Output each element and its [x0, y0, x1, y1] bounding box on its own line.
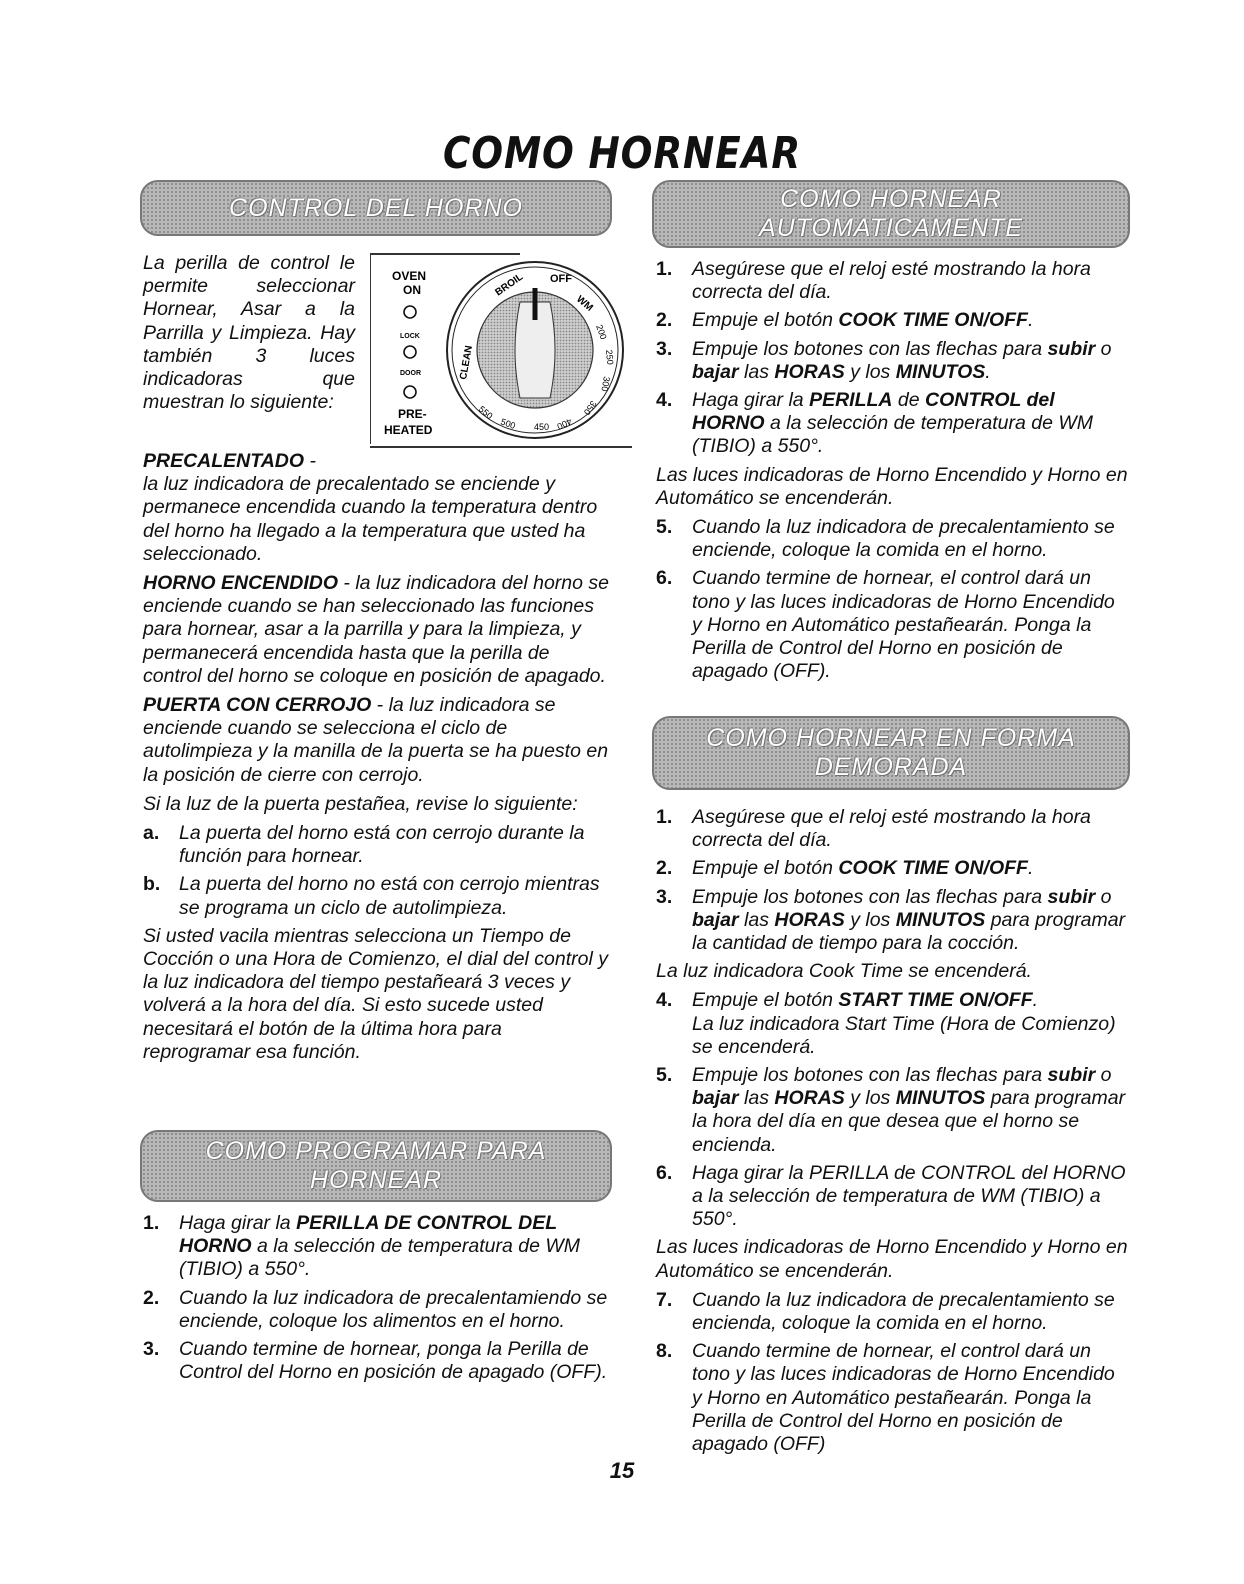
lock-light-icon: [404, 346, 416, 358]
banner-line: COMO HORNEAR EN FORMA: [706, 724, 1076, 752]
list-item: [656, 338, 1128, 384]
step-text-bold: HORAS: [774, 908, 845, 931]
step-number: 6.: [656, 567, 673, 590]
step-text-bold: subir: [1047, 1064, 1096, 1087]
step-text-part: .: [1027, 857, 1034, 880]
auto-steps: [656, 258, 1128, 459]
banner-line: CONTROL DEL HORNO: [229, 193, 523, 222]
step-number: 7.: [656, 1288, 673, 1311]
dial-ring-350: 350: [581, 398, 599, 417]
left-column-body: [143, 450, 609, 1070]
step-number: 1.: [143, 1212, 160, 1234]
step-number: 3.: [656, 337, 673, 360]
step-text-bold: bajar: [692, 908, 739, 931]
step-text-part: o: [1095, 885, 1112, 908]
step-text-part: o: [1095, 337, 1112, 360]
list-item: [143, 1287, 609, 1333]
auto-luces-paragraph: Las luces indicadoras de Horno Encendido y Horno en Automático se encenderán.: [656, 463, 1128, 509]
section-banner-control-del-horno: [140, 180, 612, 236]
step-text-part: Empuje el botón: [692, 989, 839, 1012]
step-text: Cuando termine de hornear, el control dará un tono y las luces indicadoras de Horno Encendido y Horno en Automático pestañearán. Ponga la Perilla de Control del Horno en posición de apagado (OFF).: [692, 567, 1115, 683]
precalentado-sep: -: [304, 450, 316, 472]
section-banner-demorada: [652, 716, 1130, 790]
step-number: 2.: [656, 309, 673, 332]
auto-steps-continued: [656, 516, 1128, 683]
step-text: Cuando la luz indicadora de precalentamiento se enciende, coloque la comida en el horno.: [692, 516, 1115, 562]
step-text: [692, 309, 1128, 332]
dial-label-oven: OVEN: [392, 269, 427, 283]
list-item: [656, 1064, 1128, 1157]
step-text-part: para programar la hora del día en que desea que el horno se encienda.: [692, 1087, 1126, 1156]
oven-on-light-icon: [404, 306, 416, 318]
step-text: [692, 989, 1128, 1059]
step-text: [692, 886, 1128, 956]
horno-encendido-label: HORNO ENCENDIDO: [143, 572, 339, 595]
step-text-bold: PERILLA DE CONTROL DEL HORNO: [179, 1212, 557, 1258]
banner-line: HORNEAR: [309, 1166, 442, 1194]
step-number: 3.: [656, 885, 673, 908]
banner-line: COMO PROGRAMAR PARA: [205, 1137, 547, 1165]
horno-encendido-paragraph: [143, 572, 609, 688]
step-text-part: Empuje los botones con las flechas para: [692, 337, 1048, 360]
item-text: La puerta del horno está con cerrojo durante la función para hornear.: [179, 822, 585, 868]
programar-list: [143, 1212, 609, 1384]
list-item: [656, 886, 1128, 956]
step-text: Haga girar la PERILLA de CONTROL del HORNO a la selección de temperatura de WM (TIBIO) a 550°.: [692, 1161, 1126, 1231]
section-banner-programar: [140, 1130, 612, 1202]
step-text-part: Haga girar la: [692, 389, 810, 412]
step-number: 4.: [656, 389, 673, 412]
dial-ring-wm: WM: [574, 293, 595, 314]
list-item: [143, 1338, 609, 1384]
dial-label-door: DOOR: [400, 370, 421, 377]
step-text-bold: START TIME ON/OFF: [838, 989, 1033, 1012]
precalentado-label: PRECALENTADO: [143, 450, 305, 472]
step-text-bold: CONTROL del HORNO: [692, 389, 1055, 435]
step-text: Asegúrese que el reloj esté mostrando la hora correcta del día.: [692, 806, 1091, 852]
programar-steps: [143, 1212, 609, 1389]
step-number: 5.: [656, 516, 673, 539]
list-item: [656, 258, 1128, 304]
step-text-bold: COOK TIME ON/OFF: [838, 857, 1028, 880]
puerta-cerrojo-paragraph: [143, 694, 609, 787]
step-text: Cuando la luz indicadora de precalentamiendo se enciende, coloque los alimentos en el horno.: [179, 1286, 608, 1332]
step-text-part: .: [985, 360, 991, 383]
demorada-steps-continued: [656, 989, 1128, 1231]
banner-line: AUTOMATICAMENTE: [758, 214, 1024, 242]
list-item: [143, 1212, 609, 1282]
demorada-steps-final: [656, 1289, 1128, 1456]
dial-ring-300: 300: [599, 375, 612, 393]
section-banner-automaticamente: [652, 180, 1130, 248]
step-text-part: y los: [844, 360, 896, 383]
step-text: Asegúrese que el reloj esté mostrando la hora correcta del día.: [692, 258, 1091, 304]
right-column-demorada: [656, 806, 1128, 1461]
intro-text: [143, 252, 355, 414]
precalentado-text: la luz indicadora de precalentado se enciende y permanece encendida cuando la temperatura dentro del horno ha llegado a la temperatura que usted ha seleccionado.: [143, 473, 598, 565]
list-item: [656, 1340, 1128, 1456]
step-text-part: a la selección de temperatura de WM (TIBIO) a 550°.: [692, 412, 1093, 458]
precalentado-paragraph: [143, 450, 609, 566]
dial-divider: [370, 446, 632, 448]
list-item: [656, 857, 1128, 880]
cook-time-paragraph: La luz indicadora Cook Time se encenderá.: [656, 960, 1032, 983]
intro-paragraph: La perilla de control le permite seleccionar Hornear, Asar a la Parrilla y Limpieza. Hay también 3 luces indicadoras que muestran lo siguiente:: [143, 252, 355, 414]
banner-line: DEMORADA: [814, 753, 968, 781]
list-item: [656, 989, 1128, 1059]
door-check-list: [143, 822, 609, 920]
step-number: 8.: [656, 1340, 673, 1363]
dial-label-lock: LOCK: [400, 333, 420, 340]
item-letter: b.: [143, 873, 161, 896]
step-number: 3.: [143, 1338, 160, 1361]
step-number: 6.: [656, 1161, 673, 1184]
step-text-part: y los: [844, 1087, 896, 1110]
step-text-bold: bajar: [692, 1087, 739, 1110]
step-text-part: Empuje el botón: [692, 857, 839, 880]
step-text-bold: subir: [1047, 885, 1096, 908]
step-text-bold: subir: [1047, 337, 1096, 360]
step-text: [179, 1212, 609, 1282]
step-text-part: las: [738, 1087, 775, 1110]
step-text-part: o: [1095, 1064, 1112, 1087]
step-text-bold: HORAS: [774, 360, 845, 383]
step-text-part: de: [892, 389, 926, 412]
si-luz-paragraph: Si la luz de la puerta pestañea, revise lo siguiente:: [143, 792, 578, 815]
step-text-part: .: [1032, 989, 1039, 1012]
step-note: La luz indicadora Start Time (Hora de Comienzo) se encenderá.: [692, 1012, 1116, 1058]
step-text: [692, 857, 1128, 880]
list-item: [656, 1289, 1128, 1335]
dial-ring-400: 400: [555, 416, 574, 432]
list-item: [656, 1162, 1128, 1232]
step-text: Cuando la luz indicadora de precalentamiento se encienda, coloque la comida en el horno.: [692, 1288, 1115, 1335]
list-item: [656, 567, 1128, 683]
demorada-luces-paragraph: Las luces indicadoras de Horno Encendido y Horno en Automático se encenderán.: [656, 1236, 1128, 1282]
step-text-part: las: [738, 360, 775, 383]
step-text-bold: MINUTOS: [895, 908, 986, 931]
dial-ring-200: 200: [594, 323, 609, 341]
step-number: 1.: [656, 258, 673, 280]
step-text: [692, 1064, 1128, 1157]
banner-line: COMO HORNEAR: [780, 185, 1002, 213]
dial-ring-500: 500: [499, 416, 517, 432]
step-text: [692, 389, 1128, 459]
item-text: La puerta del horno no está con cerrojo mientras se programa un ciclo de autolimpieza.: [179, 873, 600, 919]
step-text: [692, 338, 1128, 384]
step-text-part: para programar la cantidad de tiempo para la cocción.: [692, 908, 1126, 955]
step-text-bold: PERILLA: [809, 389, 893, 412]
list-item: [656, 309, 1128, 332]
step-text-bold: MINUTOS: [895, 1087, 986, 1110]
step-text-bold: COOK TIME ON/OFF: [838, 309, 1028, 332]
step-text: Cuando termine de hornear, ponga la Perilla de Control del Horno en posición de apagado (OFF).: [179, 1338, 608, 1384]
step-text-bold: bajar: [692, 360, 739, 383]
step-number: 2.: [656, 857, 673, 880]
dial-ring-broil: BROIL: [493, 271, 526, 299]
dial-ring-250: 250: [604, 349, 616, 366]
step-text-part: las: [738, 908, 775, 931]
door-light-icon: [404, 386, 416, 398]
dial-label-on: ON: [403, 283, 421, 297]
step-text-part: y los: [844, 908, 896, 931]
horno-encendido-text: - la luz indicadora del horno se enciende cuando se han seleccionado las funciones para hornear, asar a la parrilla y para la limpieza, y permanecerá encendida hasta que la perilla de control del horno se coloque en posición de apagado.: [143, 572, 610, 687]
step-text-part: .: [1027, 309, 1034, 332]
step-text-bold: HORAS: [774, 1087, 845, 1110]
step-text-part: Haga girar la: [179, 1212, 297, 1234]
list-item: [656, 516, 1128, 562]
step-text-part: Empuje el botón: [692, 309, 839, 332]
list-item: [656, 806, 1128, 852]
dial-ring-550: 550: [476, 403, 495, 422]
step-number: 1.: [656, 806, 673, 828]
step-number: 2.: [143, 1286, 160, 1309]
puerta-cerrojo-text: - la luz indicadora se enciende cuando se selecciona el ciclo de autolimpieza y la manilla de la puerta se ha puesto en la posición de cierre con cerrojo.: [143, 694, 609, 786]
right-column-auto: [656, 258, 1128, 688]
oven-control-dial-illustration: [370, 252, 632, 444]
puerta-cerrojo-label: PUERTA CON CERROJO: [143, 694, 372, 717]
item-letter: a.: [143, 822, 160, 845]
list-item: [656, 389, 1128, 459]
list-item: [143, 873, 609, 919]
step-text-bold: MINUTOS: [895, 360, 986, 383]
dial-label-pre: PRE-: [398, 407, 427, 421]
step-text-part: Empuje los botones con las flechas para: [692, 1064, 1048, 1087]
step-text-part: Empuje los botones con las flechas para: [692, 885, 1048, 908]
demorada-steps: [656, 806, 1128, 955]
dial-ring-clean: CLEAN: [458, 344, 475, 381]
step-number: 4.: [656, 989, 673, 1012]
page-title: COMO HORNEAR: [443, 128, 801, 179]
dial-ring-off: OFF: [550, 273, 572, 285]
step-text-part: a la selección de temperatura de WM (TIBIO) a 550°.: [179, 1235, 580, 1281]
page-number: 15: [609, 1458, 635, 1483]
list-item: [143, 822, 609, 868]
vacila-paragraph: Si usted vacila mientras selecciona un Tiempo de Cocción o una Hora de Comienzo, el dial del control y la luz indicadora del tiempo pestañeará 3 veces y volverá a la hora del día. Si esto sucede usted necesitará el botón de la última hora para reprogramar esa función.: [143, 924, 609, 1063]
dial-label-heated: HEATED: [384, 423, 433, 437]
step-text: Cuando termine de hornear, el control dará un tono y las luces indicadoras de Horno Encendido y Horno en Automático pestañearán. Ponga la Perilla de Control del Horno en posición de apagado (OFF): [692, 1340, 1115, 1456]
step-number: 5.: [656, 1064, 673, 1087]
dial-ring-450: 450: [534, 422, 550, 432]
